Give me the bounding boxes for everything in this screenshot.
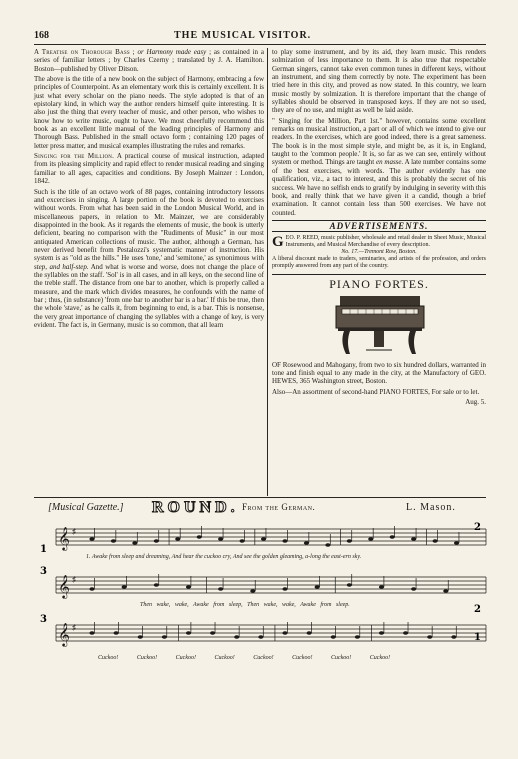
music-divider: [34, 497, 486, 498]
treble-clef-icon: 𝄞: [58, 574, 70, 598]
lyrics-line-3: Cuckoo! Cuckoo! Cuckoo! Cuckoo! Cuckoo! Cuckoo! Cuckoo! Cuckoo!: [98, 655, 391, 661]
reed-address: No. 17.—Tremont Row, Boston.: [341, 249, 417, 256]
note-head: [282, 631, 287, 635]
paragraph-run: Singing for the Million.: [34, 152, 115, 161]
hewes-advert: [272, 361, 486, 407]
sharp-icon: ♯: [72, 527, 76, 536]
left-paragraph: [34, 48, 264, 73]
left-paragraph: [34, 152, 264, 185]
note-head: [307, 631, 312, 635]
note-head: [347, 583, 352, 587]
note-head: [258, 635, 263, 639]
hewes-advert-text: OF Rosewood and Mahogany, from two to six hundred dollars, warranted in tone and finish equal to any made in the city, at the Manufactory of GEO. HEWES, 365 Washington street, Boston.: [272, 360, 486, 386]
note-head: [234, 635, 239, 639]
advertisements-heading: ADVERTISEMENTS.: [272, 220, 486, 232]
note-head: [218, 537, 223, 541]
music-composer: L. Mason.: [406, 502, 456, 513]
paragraph-run: en masse.: [376, 158, 404, 167]
note-head: [411, 537, 416, 541]
note-head: [250, 589, 255, 593]
paragraph-run: A late number contains some of the best exercises, with words. The author evidently has one qualification, viz., a tact to interest, and this is probably the secret of his success. We have no selfish ends to gratify by indulging in severity with this book, and really think that we have given it a candid, though a brief examination. It cannot contain less than 500 exercises. We have not counted.: [272, 158, 486, 217]
note-head: [197, 535, 202, 539]
note-head: [154, 539, 159, 543]
paragraph-run: step, and half-step.: [34, 262, 89, 271]
note-head: [240, 539, 245, 543]
paragraph-run: A Treatise on Thorough Bass: [34, 48, 130, 56]
paragraph-run: or Harmony made easy: [137, 48, 207, 56]
note-head: [186, 585, 191, 589]
note-head: [162, 635, 167, 639]
note-head: [355, 635, 360, 639]
right-paragraph: [272, 117, 486, 217]
note-head: [154, 583, 159, 587]
lyrics-line-1: 1. Awake from sleep and dreaming, And hear the cuckoo cry, And see the golden gleaming, a-long the east-ern sky.: [86, 554, 362, 560]
note-head: [379, 631, 384, 635]
note-head: [89, 587, 94, 591]
right-column-text: [272, 48, 486, 217]
staff-number-2-right: 2: [474, 604, 481, 615]
note-head: [315, 585, 320, 589]
paragraph-run: The above is the title of a new book on the subject of Harmony, embracing a few principles of Counterpoint. As an elementary work this is certainly excellent. It is just what every scholar on the piano needs. The style adopted is that of an epistolary kind, in which way the author renders himself quite interesting. It is also just the thing that every teacher of music, and other person, who wishes to know how to write music, ought to have. We most cheerfully recommend this book as an excellent little manual of the leading principles of Harmony and Thorough Bass. Published in the small octavo form ; containing 120 pages of letter press matter, and musical examples illustrating the rules and remarks.: [34, 75, 264, 150]
reed-advert: [272, 235, 486, 270]
lyrics-line-2: Then wake, wake, Awake from sleep, Then wake, wake, Awake from sleep.: [140, 602, 350, 608]
left-paragraph: [34, 188, 264, 330]
piano-illustration: [326, 292, 432, 358]
paragraph-run: ; as contained in a series of familiar letters ; by Charles Czerny ; translated by J. A. Hamilton. Boston—published by Oliver Ditson.: [34, 48, 265, 73]
note-head: [390, 535, 395, 539]
drop-cap: G: [272, 234, 284, 251]
paragraph-run: Such is the title of an octavo work of 88 pages, containing introductory lessons and excercises in singing. A large portion of the book is devoted to exercises without words. From what has been said in the London Musical World, and in miscellaneous papers, in relation to Mr. Mainzer, we are considerably disappointed in the book. As it regards the elements of music, the book is utterly deficient, bearing no comparison with the "Rudiments of Music" in our most antiquated American collections of music. The author, although a German, has never derived benefit from Pestalozzi's systematic manner of instruction. His system is as "old as the hills." He uses 'tone,' and 'semitone,' as synonimous with: [34, 187, 264, 263]
staff-number-1-left: 1: [40, 544, 47, 555]
music-title: ROUND.: [152, 499, 239, 516]
note-head: [186, 631, 191, 635]
reed-note: A liberal discount made to traders, seminaries, and artists of the profession, and orders promptly answered from any part of the country.: [272, 256, 486, 270]
treble-clef-icon: 𝄞: [58, 622, 70, 646]
staff-number-2-left: 3: [40, 566, 47, 577]
note-head: [218, 587, 223, 591]
advert-date: Aug. 5.: [465, 397, 486, 406]
paragraph-run: to play some instrument, and by its aid, they learn music. This renders solmization of less importance to them. It is also true that respectable German singers, cannot take even common tunes in different keys, without an instrument, and sing them correctly by note. The experiment has been tried here in this city, and proved as now stated. In this country, we learn music mostly by solmization. It is therefore important that the change of syllables should be observed in transposed keys. If they are not so used, they are of no use, and might as well be laid aside.: [272, 48, 486, 115]
piano-fortes-heading: PIANO FORTES.: [329, 277, 429, 292]
note-head: [304, 541, 309, 545]
note-head: [403, 631, 408, 635]
note-head: [331, 635, 336, 639]
note-head: [132, 541, 137, 545]
note-head: [282, 539, 287, 543]
note-head: [89, 631, 94, 635]
left-paragraph: [34, 75, 264, 150]
note-head: [347, 539, 352, 543]
paragraph-run: ;: [129, 48, 138, 56]
music-source: [Musical Gazette.]: [48, 502, 124, 513]
note-head: [325, 543, 330, 547]
note-head: [427, 635, 432, 639]
note-head: [114, 631, 119, 635]
page-number: 168: [34, 30, 49, 41]
note-head: [454, 541, 459, 545]
sharp-icon: ♯: [72, 623, 76, 632]
column-divider: [267, 48, 268, 496]
right-paragraph: [272, 48, 486, 115]
note-head: [111, 539, 116, 543]
note-head: [282, 587, 287, 591]
note-head: [443, 589, 448, 593]
staff-number-1-right: 2: [474, 522, 481, 533]
note-head: [368, 537, 373, 541]
note-head: [175, 537, 180, 541]
note-head: [261, 537, 266, 541]
left-column: [34, 48, 264, 331]
note-head: [451, 635, 456, 639]
reed-advert-text: EO. P. REED, music publisher, wholesale and retail dealer in Sheet Music, Musical Instruments, and Musical Merchandise of every description.: [285, 235, 486, 249]
paragraph-run: " Singing for the Million, Part 1st." however, contains some excellent remarks on musical instruction, a part or all of which we intend to give our readers. In the exercises, which are good indeed, there is a great sameness. The book is in the most simple style, and might be, as it is, in England, taught to the 'common people.' It is, so far as we can see, entirely without system or method. Things are taught: [272, 116, 486, 167]
right-column: [272, 48, 486, 406]
sharp-icon: ♯: [72, 575, 76, 584]
staff-number-3-right: 1: [474, 632, 481, 643]
treble-clef-icon: 𝄞: [58, 526, 70, 550]
note-head: [89, 537, 94, 541]
note-head: [210, 631, 215, 635]
note-head: [122, 585, 127, 589]
note-head: [433, 539, 438, 543]
note-head: [379, 585, 384, 589]
running-header: [34, 30, 486, 45]
advert-divider: [272, 274, 486, 275]
staff-number-3-left: 3: [40, 614, 47, 625]
note-head: [411, 587, 416, 591]
paragraph-run: And what is worse and worse, does not change the place of the syllables on the staff. 'Sol' is in all cases, and in all keys, on the second line of the treble staff. The distance from one bar to another, which is properly called a measure, and the mark which divides measures, he confounds with the name of bar ; thus, (in substance) 'from one bar to another bar is a bar.' If this be true, then the whole 'stave,' as he calls it, from beginning to end, is a bar. This is nonsense, the very great importance of changing the syllables with a change of key, is very evident. The fact is, in Germany, music is so common, that all learn: [34, 262, 264, 329]
music-staves: [56, 529, 486, 641]
periodical-title: THE MUSICAL VISITOR.: [174, 30, 312, 41]
note-head: [138, 635, 143, 639]
music-subtitle: From the German.: [242, 502, 316, 512]
paragraph-run: A practical course of musical instruction, adapted from its pleasing simplicity and rapid effect to render musical reading and singing familiar to all ages, capacities and conditions. By Joseph Mainzer : London, 1842.: [34, 152, 264, 186]
hewes-also: Also—An assortment of second-hand PIANO FORTES, For sale or to let.: [272, 387, 480, 396]
